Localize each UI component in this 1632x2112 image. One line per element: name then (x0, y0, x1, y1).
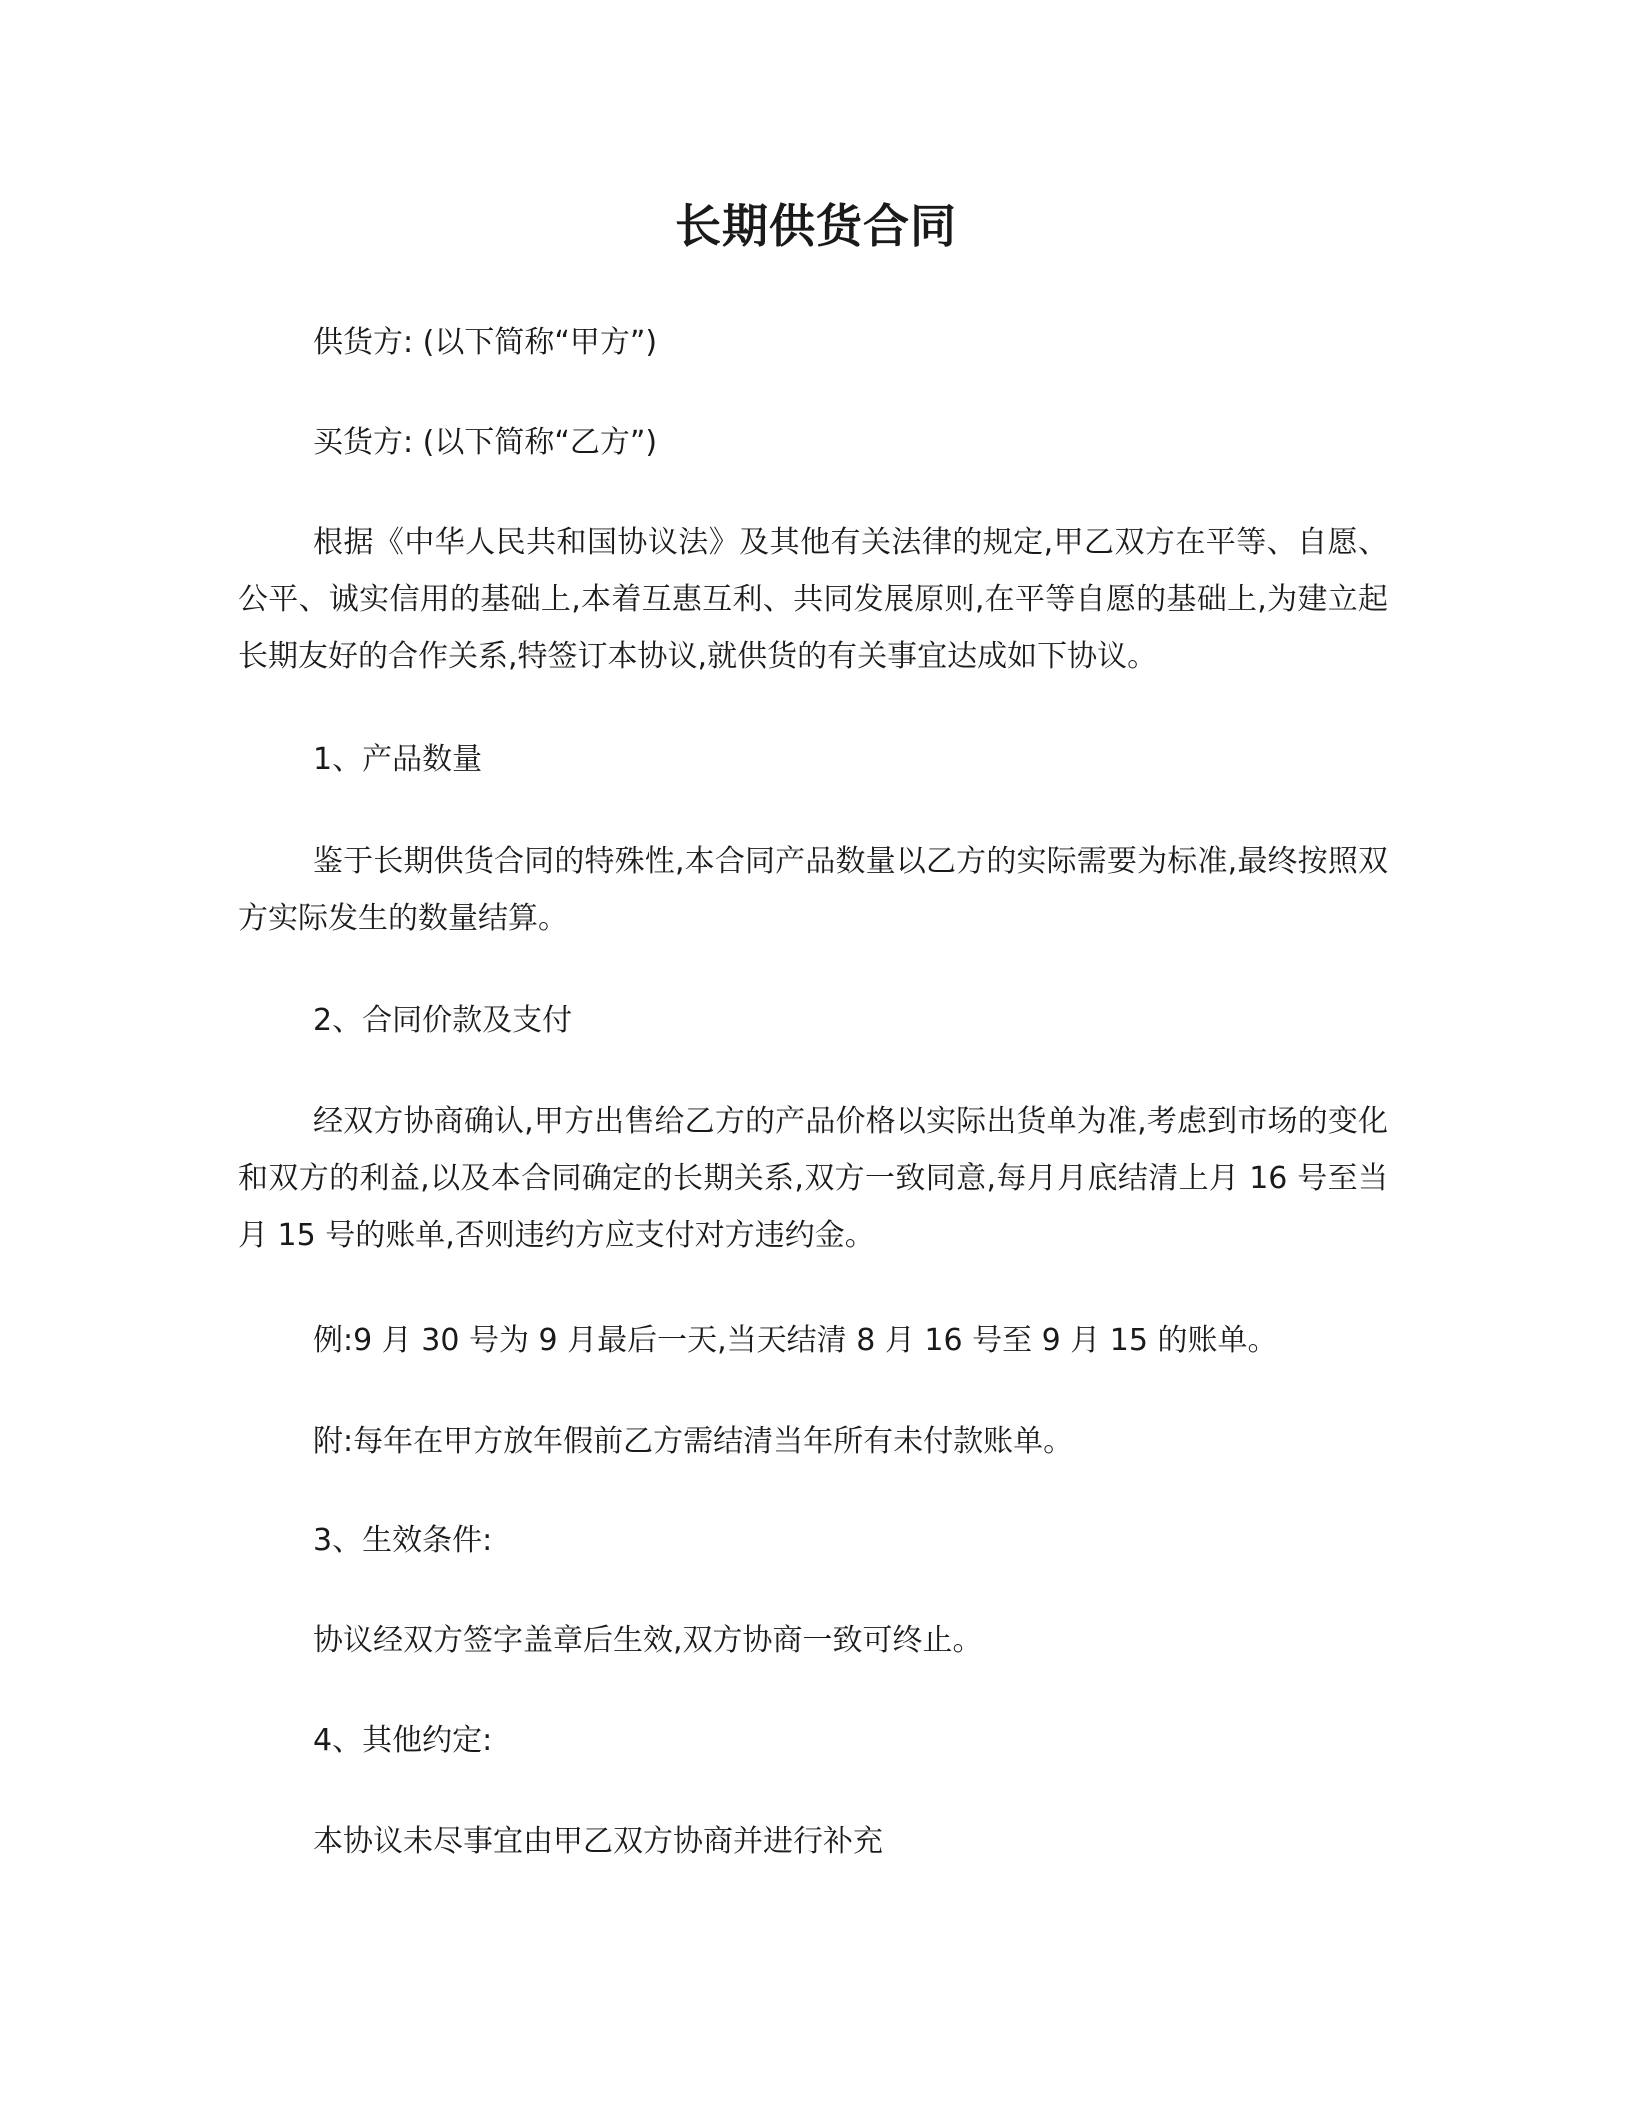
section-1-heading: 1、产品数量 (313, 742, 483, 777)
section-2-note: 附:每年在甲方放年假前乙方需结清当年所有未付款账单。 (313, 1424, 1074, 1459)
section-4-body: 本协议未尽事宜由甲乙双方协商并进行补充 (313, 1824, 883, 1859)
section-2-heading: 2、合同价款及支付 (313, 1003, 573, 1038)
section-4-heading: 4、其他约定: (313, 1723, 493, 1758)
section-3-body: 协议经双方签字盖章后生效,双方协商一致可终止。 (313, 1623, 983, 1658)
section-3-heading: 3、生效条件: (313, 1523, 493, 1558)
section-2-body: 经双方协商确认,甲方出售给乙方的产品价格以实际出货单为准,考虑到市场的变化和双方的利益,以及本合同确定的长期关系,双方一致同意,每月月底结清上月 16 号至当月 15 号的账单,否则违约方应支付对方违约金。 (238, 1104, 1388, 1253)
section-2-example: 例:9 月 30 号为 9 月最后一天,当天结清 8 月 16 号至 9 月 15 的账单。 (313, 1323, 1278, 1358)
buyer-line: 买货方: (以下简称“乙方”) (313, 425, 658, 460)
preamble-paragraph: 根据《中华人民共和国协议法》及其他有关法律的规定,甲乙双方在平等、自愿、公平、诚实信用的基础上,本着互惠互利、共同发展原则,在平等自愿的基础上,为建立起长期友好的合作关系,特签订本协议,就供货的有关事宜达成如下协议。 (238, 525, 1388, 674)
section-1-body: 鉴于长期供货合同的特殊性,本合同产品数量以乙方的实际需要为标准,最终按照双方实际发生的数量结算。 (238, 844, 1388, 936)
supplier-line: 供货方: (以下简称“甲方”) (313, 325, 658, 360)
page-title: 长期供货合同 (675, 199, 957, 253)
